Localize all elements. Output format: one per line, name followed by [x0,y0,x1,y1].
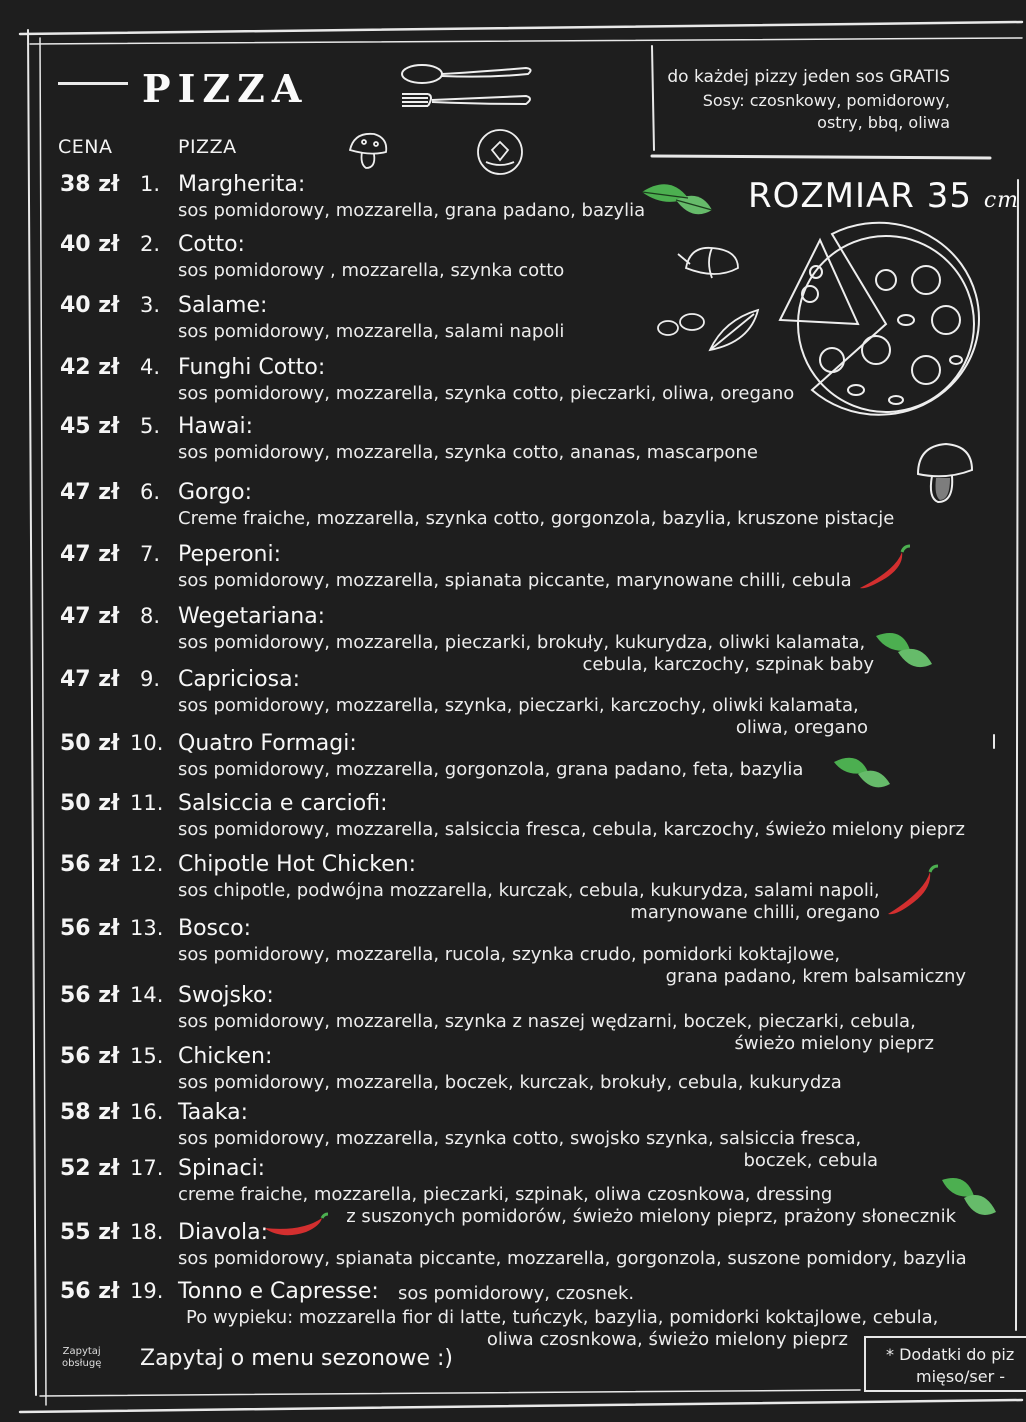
olives-icon [654,300,764,360]
item-number: 18. [130,1220,164,1244]
item-description: sos pomidorowy, mozzarella, boczek, kurczak, brokuły, cebula, kukurydza [178,1072,842,1093]
item-price: 56 zł [60,1279,120,1304]
item-description-cont: świeżo mielony pieprz [734,1033,934,1054]
item-price: 52 zł [60,1156,120,1181]
item-description: sos pomidorowy, mozzarella, szynka cotto, swojsko szynka, salsiccia fresca, [178,1128,862,1149]
item-description: sos pomidorowy, mozzarella, pieczarki, brokuły, kukurydza, oliwki kalamata, [178,632,866,653]
item-description: sos pomidorowy, mozzarella, grana padano, bazylia [178,200,646,221]
item-name: Margherita: [178,172,306,197]
addons-line-2: mięso/ser - [916,1367,1006,1386]
item-description-cont: oliwa, oregano [735,717,868,738]
item-number: 3. [139,293,160,317]
item-name: Salame: [178,293,268,318]
item-description: sos pomidorowy , mozzarella, szynka cotto [178,260,565,281]
addons-box [864,1336,1026,1392]
item-price: 47 zł [60,480,120,505]
item-description-inline: sos pomidorowy, czosnek. [398,1283,635,1304]
item-name: Salsiccia e carciofi: [178,791,388,816]
item-number: 2. [139,232,160,256]
item-description: sos pomidorowy, mozzarella, salami napoli [178,321,565,342]
item-price: 47 zł [60,604,120,629]
item-name: Taaka: [178,1100,249,1125]
chilli-pepper-icon [884,864,940,920]
item-name: Bosco: [178,916,251,941]
item-number: 14. [130,983,164,1007]
item-number: 17. [130,1156,164,1180]
item-description: sos pomidorowy, spianata piccante, mozzarella, gorgonzola, suszone pomidory, bazylia [178,1248,967,1269]
basil-leaf-icon [874,628,934,672]
item-name: Cotto: [178,232,245,257]
info-line-1: do każdej pizzy jeden sos GRATIS [667,67,950,87]
basil-leaf-icon [832,752,892,792]
item-name: Funghi Cotto: [178,355,326,380]
item-description: Creme fraiche, mozzarella, szynka cotto, gorgonzola, bazylia, kruszone pistacje [178,508,895,529]
item-name: Capriciosa: [178,667,300,692]
item-number: 8. [139,604,160,628]
item-price: 38 zł [60,172,120,197]
item-price: 47 zł [60,542,120,567]
mushroom-icon [912,440,976,506]
chilli-pepper-icon [262,1212,330,1240]
size-unit: cm [983,188,1019,213]
item-description: sos pomidorowy, mozzarella, szynka cotto, ananas, mascarpone [178,442,758,463]
item-number: 11. [130,791,164,815]
tomato-icon [472,126,528,176]
mushroom-icon [346,130,390,170]
spoon-fork-icon [398,60,538,112]
item-price: 45 zł [60,414,120,439]
item-description-cont: marynowane chilli, oregano [630,902,880,923]
item-number: 9. [139,667,160,691]
item-price: 42 zł [60,355,120,380]
item-name: Peperoni: [178,542,282,567]
item-description-cont: cebula, karczochy, szpinak baby [582,654,874,675]
sauce-info [652,46,992,158]
item-description: sos pomidorowy, mozzarella, szynka, pieczarki, karczochy, oliwki kalamata, [178,695,859,716]
garlic-icon [676,238,746,284]
item-description: sos pomidorowy, mozzarella, gorgonzola, grana padano, feta, bazylia [178,759,804,780]
size-label [748,176,1019,216]
addons-line-1: * Dodatki do piz [886,1345,1015,1364]
item-name: Quatro Formagi: [178,731,357,756]
item-number: 6. [139,480,160,504]
item-price: 55 zł [60,1220,120,1245]
item-price: 58 zł [60,1100,120,1125]
item-description-cont: z suszonych pomidorów, świeżo mielony pieprz, prażony słonecznik [346,1206,956,1227]
item-name: Hawai: [178,414,254,439]
info-line-3: ostry, bbq, oliwa [817,113,950,132]
item-price: 56 zł [60,1044,120,1069]
item-name: Wegetariana: [178,604,326,629]
chilli-pepper-icon [856,544,912,594]
item-description: sos pomidorowy, mozzarella, salsiccia fresca, cebula, karczochy, świeżo mielony pieprz [178,819,965,840]
item-name: Spinaci: [178,1156,266,1181]
item-description-cont: oliwa czosnkowa, świeżo mielony pieprz [486,1329,848,1350]
item-price: 56 zł [60,852,120,877]
item-number: 13. [130,916,164,940]
item-price: 47 zł [60,667,120,692]
item-number: 1. [139,172,160,196]
info-line-2: Sosy: czosnkowy, pomidorowy, [702,91,950,110]
item-description: sos chipotle, podwójna mozzarella, kurczak, cebula, kukurydza, salami napoli, [178,880,880,901]
title-dash [58,82,128,85]
item-description: creme fraiche, mozzarella, pieczarki, szpinak, oliwa czosnkowa, dressing [178,1184,833,1205]
item-name: Swojsko: [178,983,274,1008]
item-name: Chicken: [178,1044,273,1069]
item-description: sos pomidorowy, mozzarella, rucola, szynka crudo, pomidorki koktajlowe, [178,944,841,965]
item-number: 7. [139,542,160,566]
ask-line-2: obsługę [62,1358,102,1369]
item-description: sos pomidorowy, mozzarella, szynka cotto, pieczarki, oliwa, oregano [178,383,795,404]
item-number: 19. [130,1279,164,1303]
item-number: 16. [130,1100,164,1124]
item-price: 40 zł [60,293,120,318]
item-number: 4. [139,355,160,379]
item-description-cont: grana padano, krem balsamiczny [665,966,966,987]
item-number: 10. [130,731,164,755]
column-header-pizza: PIZZA [178,136,237,158]
item-description: Po wypieku: mozzarella fior di latte, tuńczyk, bazylia, pomidorki koktajlowe, cebula, [186,1307,939,1328]
seasonal-menu-note: Zapytaj o menu sezonowe :) [140,1346,453,1371]
size-text: ROZMIAR 35 [748,176,972,216]
item-number: 5. [139,414,160,438]
item-description: sos pomidorowy, mozzarella, szynka z naszej wędzarni, boczek, pieczarki, cebula, [178,1011,916,1032]
item-description: sos pomidorowy, mozzarella, spianata piccante, marynowane chilli, cebula [178,570,852,591]
item-description-cont: boczek, cebula [743,1150,878,1171]
page-title: PIZZA [142,66,309,111]
item-name: Chipotle Hot Chicken: [178,852,417,877]
ask-line-1: Zapytaj [62,1346,101,1357]
item-price: 40 zł [60,232,120,257]
item-price: 50 zł [60,791,120,816]
pizza-illustration [776,220,984,420]
item-number: 15. [130,1044,164,1068]
item-price: 50 zł [60,731,120,756]
item-name: Gorgo: [178,480,253,505]
column-header-price: CENA [58,136,113,158]
item-price: 56 zł [60,916,120,941]
item-number: 12. [130,852,164,876]
ask-staff-note [62,1346,101,1370]
item-name: Diavola: [178,1220,269,1245]
item-price: 56 zł [60,983,120,1008]
basil-leaf-icon [640,178,714,220]
item-name: Tonno e Capresse: [178,1279,379,1304]
